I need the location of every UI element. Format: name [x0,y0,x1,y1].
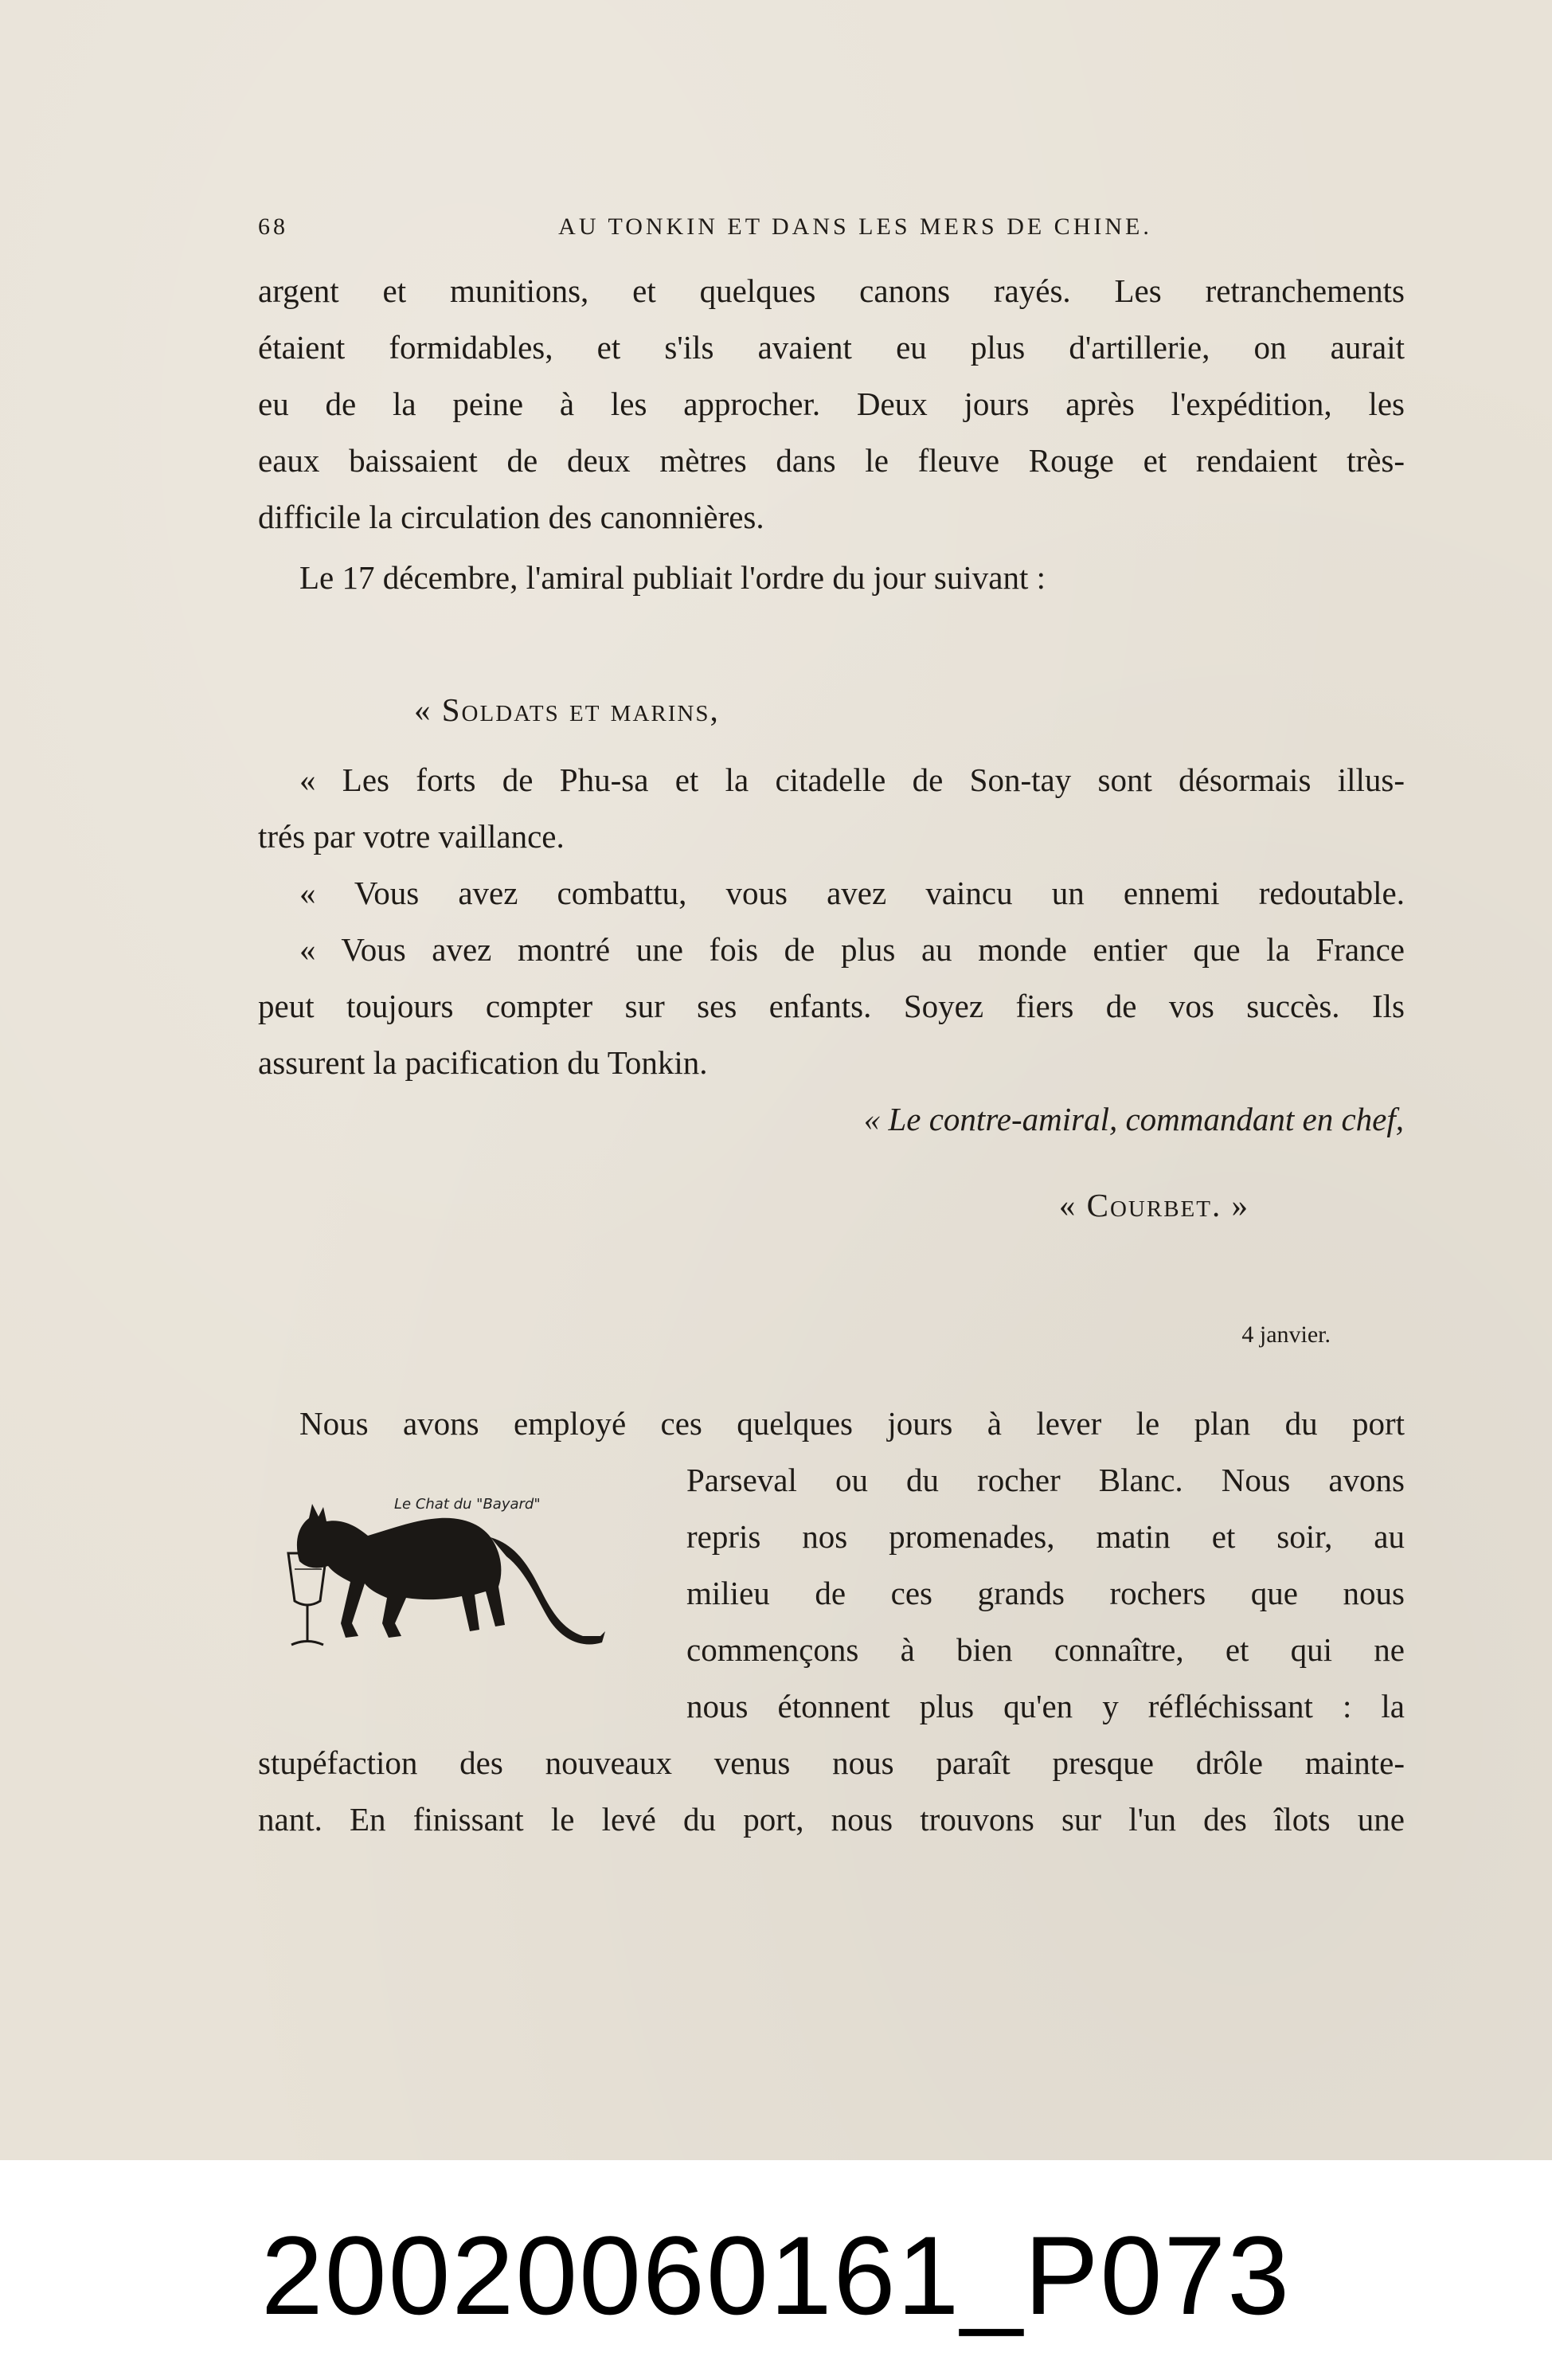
salutation: « Soldats et marins, [414,691,720,728]
text-line: Nous avons employé ces quelques jours à lever le plan du port [299,1405,1405,1442]
cat-illustration [271,1489,669,1689]
entry-date: 4 janvier. [1241,1321,1331,1348]
illustration-caption: Le Chat du "Bayard" [394,1496,541,1513]
text-line: commençons à bien connaître, et qui ne [686,1631,1405,1668]
archive-footer [0,2160,1552,2380]
text-line: repris nos promenades, matin et soir, au [686,1518,1405,1555]
text-line: eaux baissaient de deux mètres dans le fleuve Rouge et rendaient très- [258,442,1405,479]
archive-identifier: 20020060161_P073 [260,2213,1292,2338]
text-line: nant. En finissant le levé du port, nous trouvons sur l'un des îlots une [258,1801,1405,1838]
page-header [258,213,1405,245]
text-line: « Vous avez combattu, vous avez vaincu un ennemi redoutable. [299,875,1405,911]
quote-forts-phu-sa [258,752,1405,865]
running-title: AU TONKIN ET DANS LES MERS DE CHINE. [558,213,1152,240]
text-line: étaient formidables, et s'ils avaient eu plus d'artillerie, on aurait [258,329,1405,366]
page-number: 68 [258,213,288,240]
text-line: « Vous avez montré une fois de plus au monde entier que la France [299,931,1405,968]
text-line: assurent la pacification du Tonkin. [258,1044,708,1081]
quote-vous-avez-combattu [258,865,1405,922]
paragraph-ordre-du-jour-intro [258,550,1405,606]
entry-wrapped-text [686,1452,1405,1735]
text-line: stupéfaction des nouveaux venus nous paraît presque drôle mainte- [258,1744,1405,1781]
signature-role: « Le contre-amiral, commandant en chef, [863,1101,1404,1137]
paragraph-retranchements [258,263,1405,546]
entry-tail-text [258,1735,1405,1848]
text-line: Le 17 décembre, l'amiral publiait l'ordre du jour suivant : [299,559,1046,596]
entry-first-line [299,1396,1405,1452]
text-line: eu de la peine à les approcher. Deux jours après l'expédition, les [258,386,1405,422]
text-line: Parseval ou du rocher Blanc. Nous avons [686,1462,1405,1498]
text-line: milieu de ces grands rochers que nous [686,1575,1405,1611]
text-line: trés par votre vaillance. [258,818,565,855]
black-cat-drinking-icon [271,1489,669,1689]
text-line: difficile la circulation des canonnières. [258,499,764,535]
signature-name: « Courbet. » [1058,1187,1249,1223]
text-line: « Les forts de Phu-sa et la citadelle de Son-tay sont désormais illus- [299,761,1405,798]
text-line: argent et munitions, et quelques canons rayés. Les retranchements [258,272,1405,309]
quote-vous-avez-montre [258,922,1405,1091]
text-line: peut toujours compter sur ses enfants. Soyez fiers de vos succès. Ils [258,988,1405,1024]
text-line: nous étonnent plus qu'en y réfléchissant : la [686,1688,1405,1724]
cat-silhouette [297,1504,605,1644]
